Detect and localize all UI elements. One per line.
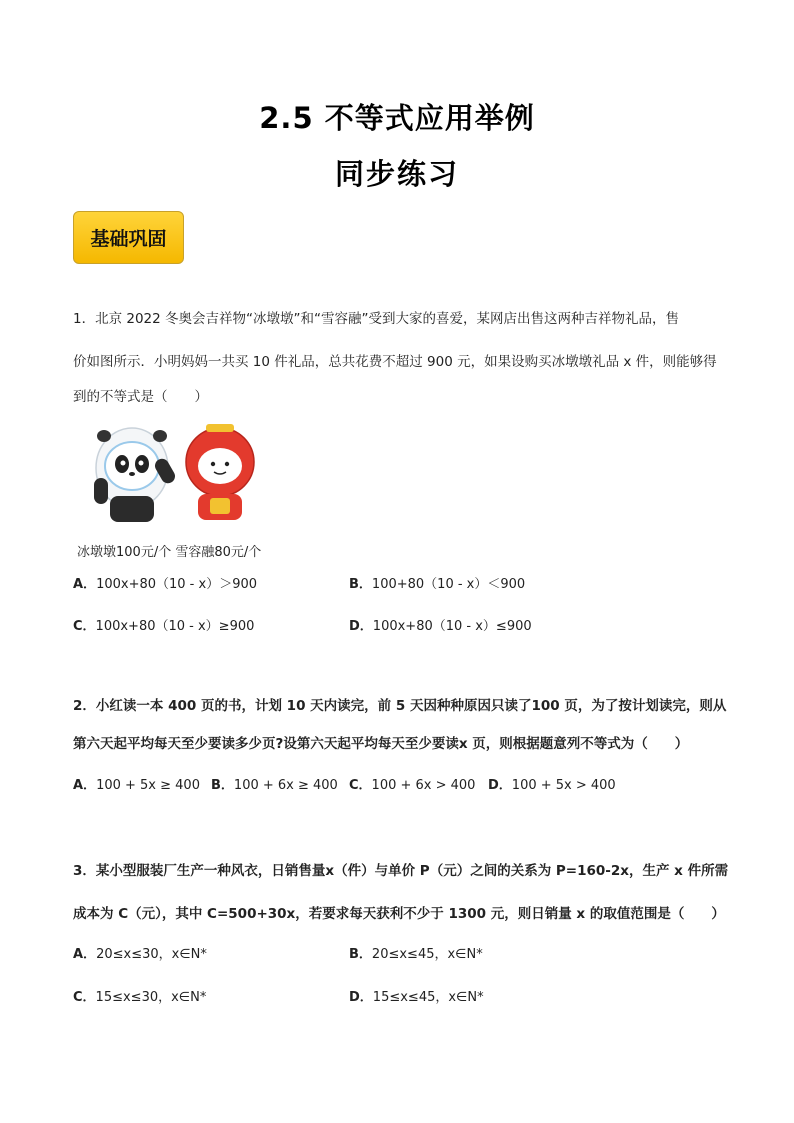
q1-line-2: 价如图所示．小明妈妈一共买 10 件礼品，总共花费不超过 900 元，如果设购买冰墩墩礼品 x 件，则能够得 <box>73 354 717 370</box>
q2-option-a[interactable]: A．100 + 5x ≥ 400 <box>73 778 200 793</box>
q1-option-c[interactable]: C．100x+80（10 - x）≥900 <box>73 619 255 634</box>
q2-option-c[interactable]: C．100 + 6x > 400 <box>349 778 476 793</box>
q1-line-3: 到的不等式是（ ） <box>73 389 208 405</box>
q3-option-b[interactable]: B．20≤x≤45，x∈N* <box>349 947 483 962</box>
mascot-price-caption: 冰墩墩100元/个 雪容融80元/个 <box>77 545 262 560</box>
page-title: 2.5 不等式应用举例 <box>259 101 535 135</box>
shuey-rhon-rhon-illustration <box>186 424 254 520</box>
bing-dwen-dwen-illustration <box>94 428 178 522</box>
q3-option-a[interactable]: A．20≤x≤30，x∈N* <box>73 947 207 962</box>
section-badge: 基础巩固 <box>73 211 184 264</box>
q2-option-d[interactable]: D．100 + 5x > 400 <box>488 778 616 793</box>
page-subtitle: 同步练习 <box>334 157 459 191</box>
q1-option-a[interactable]: A．100x+80（10 - x）＞900 <box>73 577 258 592</box>
q1-line-1: 1．北京 2022 冬奥会吉祥物“冰墩墩”和“雪容融”受到大家的喜爱，某网店出售这两种吉祥物礼品，售 <box>73 311 680 327</box>
q2-line-1: 2．小红读一本 400 页的书，计划 10 天内读完，前 5 天因种种原因只读了100 页，为了按计划读完，则从 <box>73 698 727 714</box>
q3-line-1: 3．某小型服装厂生产一种风衣，日销售量x（件）与单价 P（元）之间的关系为 P=160-2x，生产 x 件所需 <box>73 863 729 879</box>
mascot-image <box>80 418 270 524</box>
q3-option-d[interactable]: D．15≤x≤45，x∈N* <box>349 990 484 1005</box>
q2-line-2: 第六天起平均每天至少要读多少页?设第六天起平均每天至少要读x 页，则根据题意列不等式为（ ） <box>73 736 689 752</box>
q1-option-b[interactable]: B．100+80（10 - x）＜900 <box>349 577 526 592</box>
q3-option-c[interactable]: C．15≤x≤30，x∈N* <box>73 990 207 1005</box>
q2-option-b[interactable]: B．100 + 6x ≥ 400 <box>211 778 338 793</box>
q1-option-d[interactable]: D．100x+80（10 - x）≤900 <box>349 619 532 634</box>
q3-line-2: 成本为 C（元），其中 C=500+30x，若要求每天获利不少于 1300 元，则日销量 x 的取值范围是（ ） <box>73 906 725 922</box>
